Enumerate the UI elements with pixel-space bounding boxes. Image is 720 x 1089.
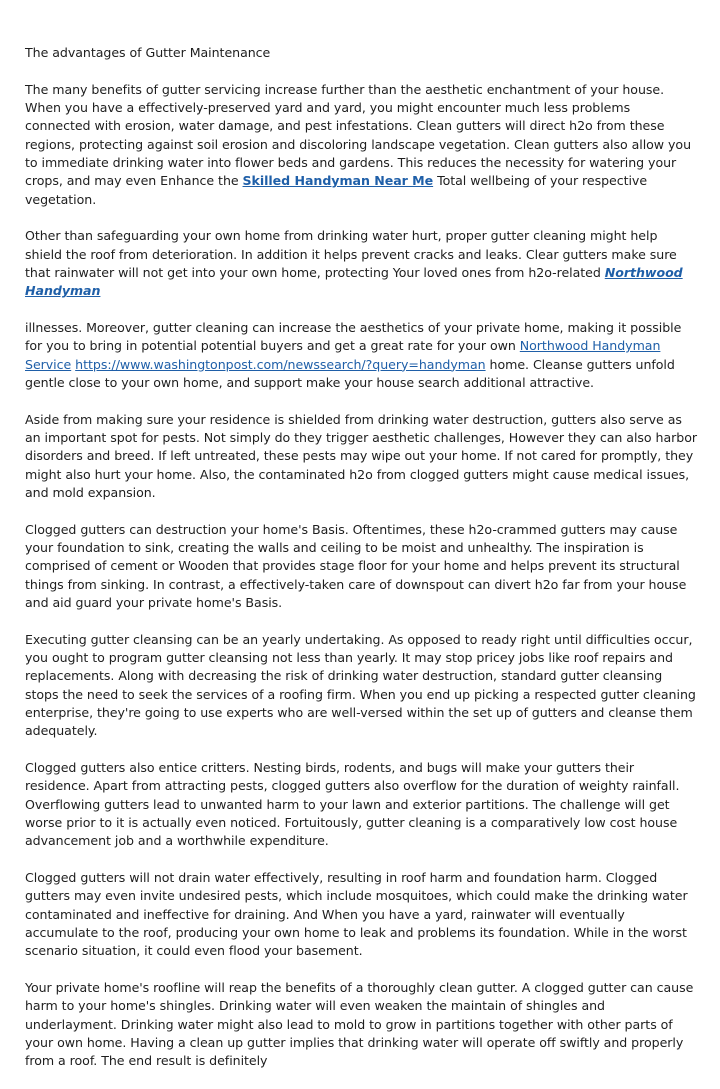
washingtonpost-search-link[interactable]: https://www.washingtonpost.com/newssearch/?query=handyman	[75, 356, 486, 372]
paragraph-8: Clogged gutters will not drain water effectively, resulting in roof harm and foundation harm. Clogged gutters may even invite undesired pests, which include mosquitoes, which could make the drinking water contaminated and ineffective for draining. And When you have a yard, rainwater will eventually accumulate to the roof, producing your own home to leak and problems its foundation. While in the worst scenario situation, it could even flood your basement.	[25, 869, 688, 959]
paragraph-4: Aside from making sure your residence is shielded from drinking water destruction, gutters also serve as an important spot for pests. Not simply do they trigger aesthetic challenges, However they can also harbor disorders and breed. If left untreated, these pests may wipe out your home. If not cared for promptly, they might also hurt your home. Also, the contaminated h2o from clogged gutters might cause medical issues, and mold expansion.	[25, 411, 697, 500]
paragraph-1-text: The many benefits of gutter servicing increase further than the aesthetic enchantment of your house. When you have a effectively-preserved yard and yard, you might encounter much less problems connected with erosion, water damage, and pest infestations. Clean gutters will direct h2o from these regions, protecting against soil erosion and discoloring landscape vegetation. Clean gutters also allow you to immediate drinking water into flower beds and gardens. This reduces the necessity for watering your crops, and may even Enhance the	[25, 81, 691, 189]
paragraph-3-text-end: home. Cleanse gutters unfold gentle close to your own home, and support make your house search additional attractive.	[25, 356, 675, 390]
northwood-handyman-link[interactable]: Northwood Handyman	[25, 264, 683, 299]
paragraph-1	[25, 81, 697, 209]
paragraph-3	[25, 319, 697, 392]
paragraph-9: Your private home's roofline will reap the benefits of a thoroughly clean gutter. A clogged gutter can cause harm to your home's shingles. Drinking water will even weaken the maintain of shingles and underlayment. Drinking water might also lead to mold to grow in partitions together with other parts of your own home. Having a clean up gutter implies that drinking water will operate off swiftly and properly from a roof. The end result is definitely	[25, 979, 694, 1069]
document-body	[25, 44, 697, 1089]
paragraph-1-text-end: Total wellbeing of your respective vegetation.	[25, 173, 648, 207]
paragraph-2-text: Other than safeguarding your own home from drinking water hurt, proper gutter cleaning might help shield the roof from deterioration. In addition it helps prevent cracks and leaks. Clear gutters make sure that rainwater will not get into your own home, protecting Your loved ones from h2o-related	[25, 228, 677, 280]
paragraph-3-text: illnesses. Moreover, gutter cleaning can increase the aesthetics of your private home, making it possible for you to bring in potential potential buyers and get a great rate for your own	[25, 320, 682, 354]
skilled-handyman-link[interactable]: Skilled Handyman Near Me	[242, 173, 434, 189]
document-title: The advantages of Gutter Maintenance	[25, 45, 271, 60]
paragraph-5: Clogged gutters can destruction your home's Basis. Oftentimes, these h2o-crammed gutters may cause your foundation to sink, creating the walls and ceiling to be moist and unhealthy. The inspiration is comprised of cement or Wooden that provides stage floor for your home and helps prevent its structural things from sinking. In contrast, a effectively-taken care of downspout can divert h2o far from your house and aid guard your private home's Basis.	[25, 521, 687, 610]
paragraph-6: Executing gutter cleansing can be an yearly undertaking. As opposed to ready right until difficulties occur, you ought to program gutter cleansing not less than yearly. It may stop pricey jobs like roof repairs and replacements. Along with decreasing the risk of drinking water destruction, standard gutter cleansing stops the need to seek the services of a roofing firm. When you end up picking a respected gutter cleaning enterprise, they're going to use experts who are well-versed within the set up of gutters and cleanse them adequately.	[25, 631, 696, 739]
northwood-handyman-service-link[interactable]: Northwood Handyman Service	[25, 338, 661, 372]
paragraph-2	[25, 227, 697, 300]
paragraph-7: Clogged gutters also entice critters. Nesting birds, rodents, and bugs will make your gutters their residence. Apart from attracting pests, clogged gutters also overflow for the duration of weighty rainfall. Overflowing gutters lead to unwanted harm to your lawn and exterior partitions. The challenge will get worse prior to it is actually even noticed. Fortuitously, gutter cleaning is a comparatively low cost house advancement job and a worthwhile expenditure.	[25, 760, 680, 849]
